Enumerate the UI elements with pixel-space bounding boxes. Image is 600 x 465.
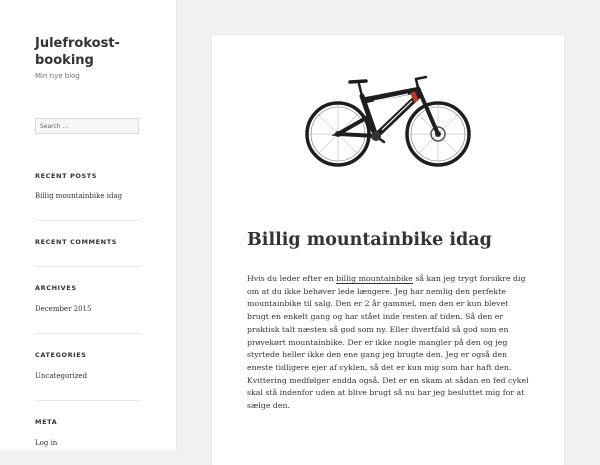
widget-divider <box>35 220 141 221</box>
login-link[interactable]: Log in <box>35 439 58 447</box>
search-input[interactable] <box>35 118 139 134</box>
recent-post-link[interactable]: Billig mountainbike idag <box>35 192 123 200</box>
widget-divider <box>35 266 141 267</box>
archives-heading: ARCHIVES <box>35 284 77 292</box>
mountain-bike-image <box>300 68 476 168</box>
site-title[interactable]: Julefrokost-booking <box>35 36 120 68</box>
post-content <box>247 273 530 413</box>
recent-posts-heading: RECENT POSTS <box>35 172 98 180</box>
post-title[interactable]: Billig mountainbike idag <box>247 230 492 250</box>
post-text: Hvis du leder efter en <box>247 274 337 283</box>
widget-divider <box>35 333 141 334</box>
meta-heading: META <box>35 418 58 426</box>
post-article <box>212 35 564 465</box>
sidebar <box>0 0 177 450</box>
post-text: så kan jeg trygt forsikre dig om at du ikke behøver lede længere. Jeg har nemlig den perfekte mountainbike til salg. Den er 2 år gammel, men den er kun blevet brugt en enkelt gang og har stået inde resten af tiden. Så den er praktisk talt næsten så god som ny. Eller ihvertfald så god som en prøvekørt mountainbike. Der er ikke nogle mangler på den og jeg styrtede heller ikke den ene gang jeg brugte den. Jeg er også den eneste tidligere ejer af cyklen, så det er kun mig som har haft den. Kvittering medfølger endda også. Det er en skam at sådan en fed cykel skal stå indenfor uden at blive brugt så nu har jeg besluttet mig for at sælge den. <box>247 274 529 411</box>
category-link[interactable]: Uncategorized <box>35 372 88 380</box>
recent-comments-heading: RECENT COMMENTS <box>35 238 118 246</box>
site-description: Min nye blog <box>35 72 80 80</box>
widget-divider <box>35 400 141 401</box>
archive-link[interactable]: December 2015 <box>35 305 92 313</box>
categories-heading: CATEGORIES <box>35 351 87 359</box>
post-link[interactable]: billig mountainbike <box>336 274 413 283</box>
